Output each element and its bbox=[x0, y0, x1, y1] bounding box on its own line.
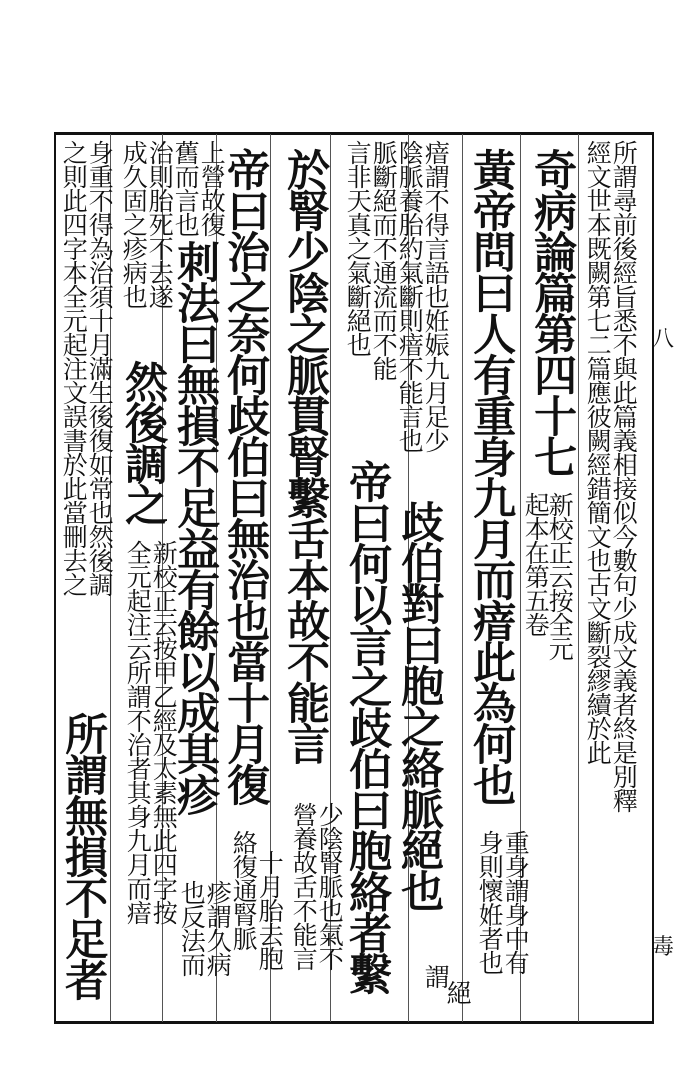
main-text-column: 帝曰何以言之歧伯曰胞絡者繫 bbox=[342, 460, 393, 993]
page-edge-mark: 八 bbox=[651, 327, 674, 352]
main-text-column: 奇病論篇第四十七 bbox=[527, 148, 578, 476]
column-rule bbox=[578, 134, 579, 1022]
column-rule bbox=[462, 134, 463, 1022]
annotation-column: 上營故復 bbox=[197, 140, 227, 236]
annotation-column: 言非天真之氣斷絕也 bbox=[343, 140, 373, 356]
main-text-column: 所謂無損不足者 bbox=[58, 712, 109, 999]
annotation-column: 也反法而 bbox=[177, 880, 207, 976]
main-text-column: 帝曰治之奈何歧伯曰無治也當十月復 bbox=[220, 148, 271, 804]
annotation-column: 謂 bbox=[421, 964, 451, 988]
annotation-column: 成久固之疹病也 bbox=[119, 140, 149, 308]
annotation-column: 疹謂久病 bbox=[203, 880, 233, 976]
annotation-column: 瘖謂不得言語也姙娠九月足少 bbox=[421, 140, 451, 452]
annotation-column: 十月胎去胞 bbox=[255, 850, 285, 970]
annotation-column: 新校正云按甲乙經及太素無此四字按 bbox=[149, 540, 179, 924]
annotation-column: 營養故舌不能言 bbox=[289, 802, 319, 970]
main-text-column: 然後調之 bbox=[118, 360, 169, 524]
annotation-column: 之則此四字本全元起注文誤書於此當刪去之 bbox=[59, 140, 89, 596]
annotation-column: 全元起注云所謂不治者其身九月而瘖 bbox=[123, 540, 153, 924]
annotation-column: 重身謂身中有 bbox=[501, 830, 531, 974]
annotation-column: 經文世本既闕第七二篇應彼闕經錯簡文也古文斷裂繆續於此 bbox=[583, 140, 613, 764]
annotation-column: 脈斷絕而不通流而不能 bbox=[369, 140, 399, 380]
annotation-column: 舊而言也 bbox=[171, 140, 201, 236]
main-text-column: 黃帝問曰人有重身九月而瘖此為何也 bbox=[466, 148, 517, 804]
annotation-column: 所謂尋前後經旨悉不與此篇義相接似今數句少成文義者終是別釋 bbox=[609, 140, 639, 812]
annotation-column: 陰脈養胎約氣斷則瘖不能言也 bbox=[395, 140, 425, 452]
main-text-column: 刺法曰無損不足益有餘以成其疹 bbox=[170, 240, 221, 814]
main-text-column: 歧伯對曰胞之絡脈絕也 bbox=[394, 500, 445, 910]
annotation-column: 新校正云按全元 bbox=[545, 492, 575, 660]
annotation-column: 絕 bbox=[443, 980, 473, 1004]
page-edge-mark: 毒 bbox=[651, 935, 674, 960]
annotation-column: 身則懷姙者也 bbox=[475, 830, 505, 974]
main-text-column: 於腎少陰之脈貫腎繫舌本故不能言 bbox=[280, 148, 331, 763]
annotation-column: 治則胎死不去遂 bbox=[145, 140, 175, 308]
annotation-column: 絡復通腎脈 bbox=[229, 830, 259, 950]
annotation-column: 少陰腎脈也氣不 bbox=[315, 802, 345, 970]
annotation-column: 身重不得為治須十月滿生後復如常也然後調 bbox=[85, 140, 115, 596]
annotation-column: 起本在第五卷 bbox=[521, 492, 551, 636]
